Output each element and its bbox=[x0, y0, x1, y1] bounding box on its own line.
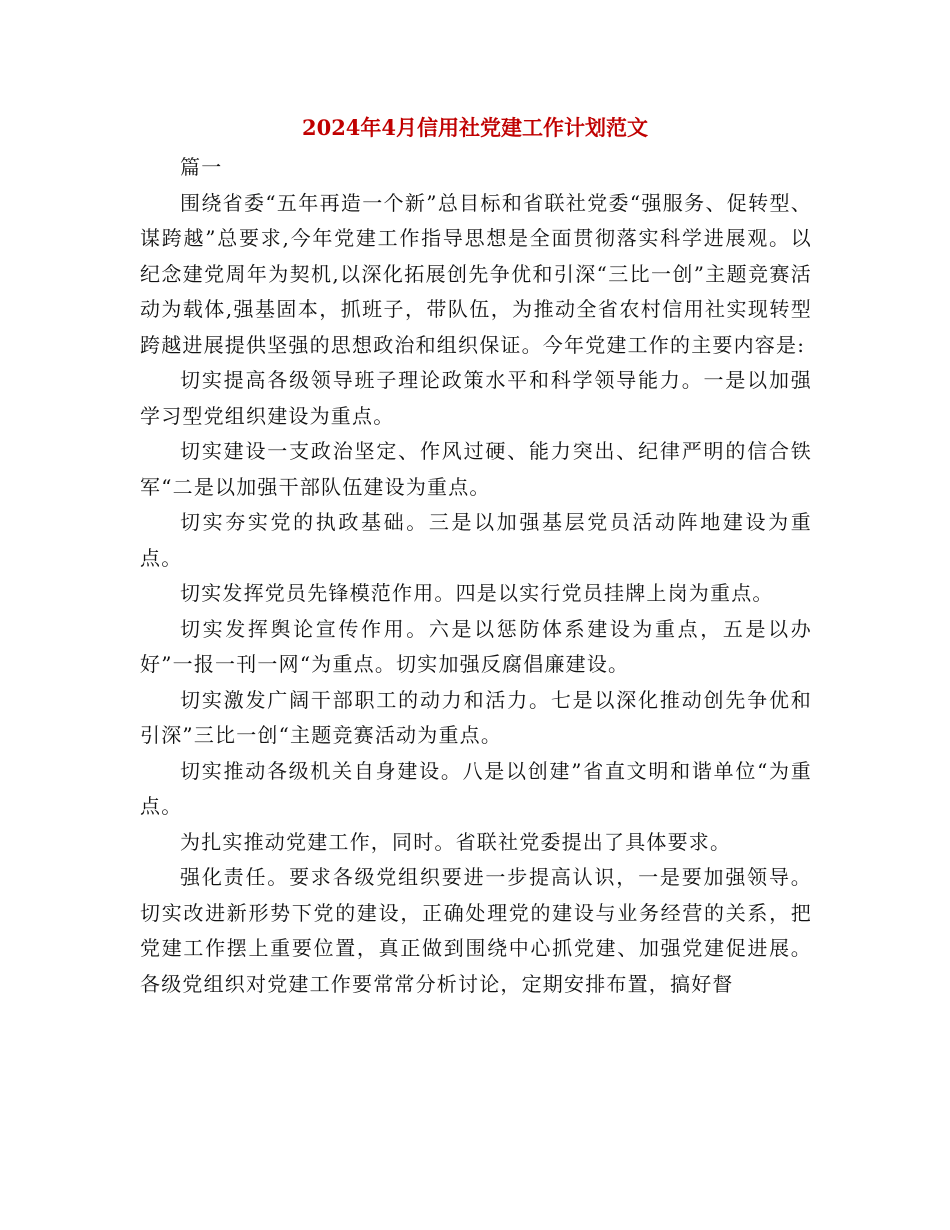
paragraph-section-label: 篇一 bbox=[180, 155, 223, 179]
paragraph: 切实推动各级机关自身建设。八是以创建”省直文明和谐单位“为重点。 bbox=[140, 758, 812, 818]
paragraph: 为扎实推动党建工作，同时。省联社党委提出了具体要求。 bbox=[180, 829, 732, 854]
paragraph: 切实提高各级领导班子理论政策水平和科学领导能力。一是以加强学习型党组织建设为重点。 bbox=[140, 368, 812, 428]
paragraph: 强化责任。要求各级党组织要进一步提高认识，一是要加强领导。切实改进新形势下党的建设，正确处理党的建设与业务经营的关系，把党建工作摆上重要位置，真正做到围绕中心抓党建、加强党建促进展。各级党组织对党建工作要常常分析讨论，定期安排布置，搞好督 bbox=[140, 865, 812, 996]
document-title: 2024年4月信用社党建工作计划范文 bbox=[301, 115, 649, 140]
paragraph: 切实建设一支政治坚定、作风过硬、能力突出、纪律严明的信合铁军“二是以加强干部队伍建设为重点。 bbox=[140, 439, 812, 499]
paragraph: 切实发挥舆论宣传作用。六是以惩防体系建设为重点，五是以办好”一报一刊一网“为重点。切实加强反腐倡廉建设。 bbox=[140, 616, 812, 676]
paragraph: 切实激发广阔干部职工的动力和活力。七是以深化推动创先争优和引深”三比一创“主题竞赛活动为重点。 bbox=[140, 687, 812, 747]
paragraph: 围绕省委“五年再造一个新”总目标和省联社党委“强服务、促转型、谋跨越”总要求,今年党建工作指导思想是全面贯彻落实科学进展观。以纪念建党周年为契机,以深化拓展创先争优和引深“三比一创”主题竞赛活动为载体,强基固本，抓班子，带队伍，为推动全省农村信用社实现转型跨越进展提供坚强的思想政治和组织保证。今年党建工作的主要内容是: bbox=[140, 190, 812, 357]
paragraph: 切实夯实党的执政基础。三是以加强基层党员活动阵地建设为重点。 bbox=[140, 510, 812, 570]
paragraph: 切实发挥党员先锋模范作用。四是以实行党员挂牌上岗为重点。 bbox=[180, 581, 774, 605]
document-body bbox=[140, 150, 812, 1002]
